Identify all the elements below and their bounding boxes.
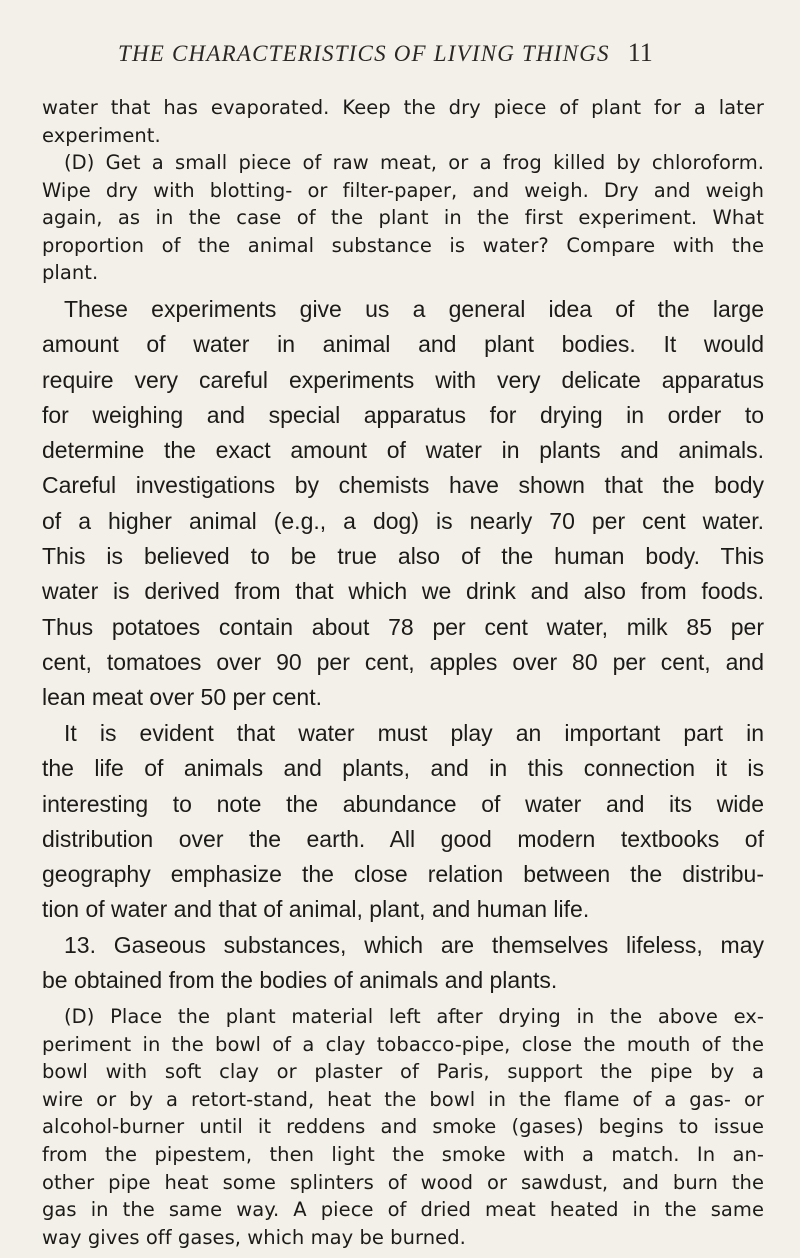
text-line: This is believed to be true also of the human body. This	[42, 543, 764, 570]
text-line: distribution over the earth. All good modern textbooks of	[42, 825, 764, 852]
text-line: interesting to note the abundance of water and its wide	[42, 790, 764, 817]
text-line: Thus potatoes contain about 78 per cent water, milk 85 per	[42, 613, 764, 640]
paragraph-experiment-d-meat	[42, 149, 764, 287]
paragraph-water-amount	[42, 292, 764, 716]
text-line: the life of animals and plants, and in this connection it is	[42, 755, 764, 782]
text-line: require very careful experiments with very delicate apparatus	[42, 366, 764, 393]
text-line: wire or by a retort-stand, heat the bowl in the flame of a gas- or	[42, 1087, 764, 1111]
text-line: experiment.	[42, 123, 161, 147]
page-number: 11	[627, 38, 653, 67]
page-header	[118, 38, 718, 72]
text-line: Careful investigations by chemists have shown that the body	[42, 472, 764, 499]
text-line: of a higher animal (e.g., a dog) is nearly 70 per cent water.	[42, 507, 764, 534]
text-line: plant.	[42, 261, 99, 285]
text-line: periment in the bowl of a clay tobacco-pipe, close the mouth of the	[42, 1032, 764, 1056]
text-line: amount of water in animal and plant bodies. It would	[42, 331, 764, 358]
section-13-heading-line: 13. Gaseous substances, which are themselves lifeless, may	[64, 931, 764, 958]
text-line: way gives off gases, which may be burned.	[42, 1225, 466, 1249]
text-line: alcohol-burner until it reddens and smoke (gases) begins to issue	[42, 1115, 764, 1139]
text-line: bowl with soft clay or plaster of Paris, support the pipe by a	[42, 1060, 764, 1084]
paragraph-importance-of-water	[42, 716, 764, 998]
text-line: water is derived from that which we drink and also from foods.	[42, 578, 764, 605]
text-line: (D) Place the plant material left after drying in the above ex-	[64, 1005, 764, 1028]
text-line: (D) Get a small piece of raw meat, or a frog killed by chloroform.	[64, 151, 764, 174]
text-line: lean meat over 50 per cent.	[42, 684, 322, 711]
text-line: cent, tomatoes over 90 per cent, apples over 80 per cent, and	[42, 648, 764, 675]
text-line: proportion of the animal substance is water? Compare with the	[42, 233, 764, 257]
running-head: THE CHARACTERISTICS OF LIVING THINGS	[118, 41, 610, 66]
text-line: other pipe heat some splinters of wood or sawdust, and burn the	[42, 1170, 764, 1194]
text-line: from the pipestem, then light the smoke with a match. In an-	[42, 1142, 764, 1166]
text-line: It is evident that water must play an important part in	[64, 720, 764, 746]
text-line: These experiments give us a general idea of the large	[64, 296, 764, 322]
text-line: geography emphasize the close relation between the distribu-	[42, 861, 764, 888]
text-line: be obtained from the bodies of animals and plants.	[42, 967, 558, 994]
text-line: determine the exact amount of water in plants and animals.	[42, 437, 764, 464]
paragraph-evaporated-water	[42, 94, 764, 149]
paragraph-experiment-d-pipe	[42, 1003, 764, 1251]
text-line: Wipe dry with blotting- or filter-paper, and weigh. Dry and weigh	[42, 178, 764, 202]
text-line: for weighing and special apparatus for drying in order to	[42, 401, 764, 428]
text-line: gas in the same way. A piece of dried meat heated in the same	[42, 1198, 764, 1222]
text-line: again, as in the case of the plant in the first experiment. What	[42, 206, 764, 230]
text-line: water that has evaporated. Keep the dry piece of plant for a later	[42, 96, 764, 119]
text-line: tion of water and that of animal, plant, and human life.	[42, 896, 590, 923]
